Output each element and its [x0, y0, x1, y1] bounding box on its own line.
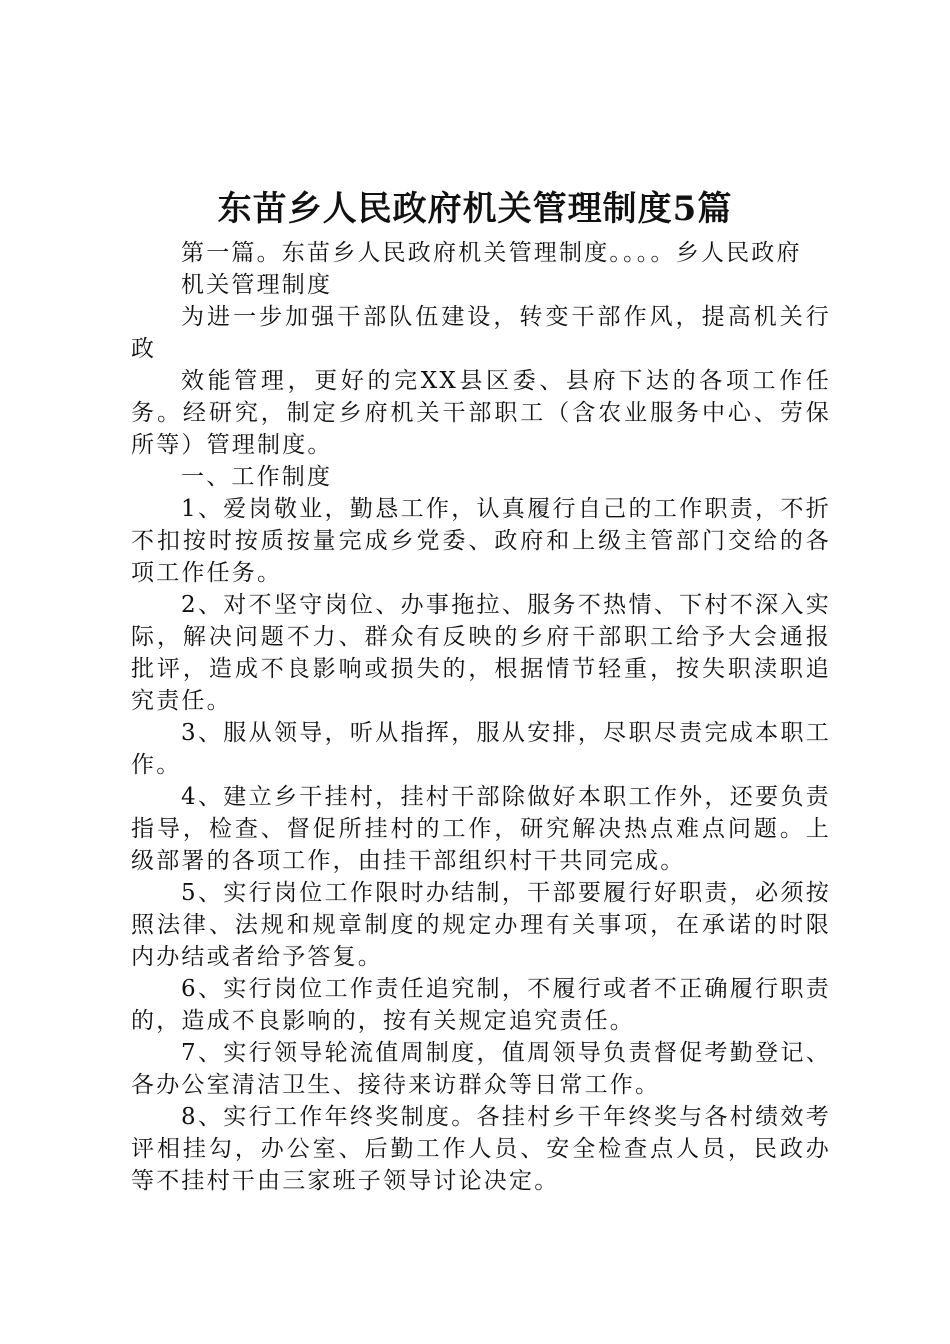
document-body	[131, 237, 831, 1197]
paragraph: 3、服从领导，听从指挥，服从安排，尽职尽责完成本职工作。	[131, 720, 831, 778]
section-heading: 一、工作制度	[181, 464, 333, 490]
paragraph: 效能管理，更好的完XX县区委、县府下达的各项工作任务。经研究，制定乡府机关干部职工（含农业服务中心、劳保所等）管理制度。	[131, 368, 831, 458]
paragraph: 8、实行工作年终奖制度。各挂村乡干年终奖与各村绩效考评相挂勾，办公室、后勤工作人员、安全检查点人员，民政办等不挂村干由三家班子领导讨论决定。	[131, 1104, 831, 1194]
paragraph: 为进一步加强干部队伍建设，转变干部作风，提高机关行政	[131, 304, 831, 362]
paragraph: 5、实行岗位工作限时办结制，干部要履行好职责，必须按照法律、法规和规章制度的规定办理有关事项，在承诺的时限内办结或者给予答复。	[131, 880, 831, 970]
paragraph: 6、实行岗位工作责任追究制，不履行或者不正确履行职责的，造成不良影响的，按有关规定追究责任。	[131, 976, 831, 1034]
document-title: 东苗乡人民政府机关管理制度5篇	[217, 189, 733, 229]
paragraph: 7、实行领导轮流值周制度，值周领导负责督促考勤登记、各办公室清洁卫生、接待来访群众等日常工作。	[131, 1040, 831, 1098]
paragraph: 第一篇。东苗乡人民政府机关管理制度。。。。乡人民政府	[181, 240, 802, 266]
paragraph: 1、爱岗敬业，勤恳工作，认真履行自己的工作职责，不折不扣按时按质按量完成乡党委、政府和上级主管部门交给的各项工作任务。	[131, 496, 831, 586]
paragraph: 机关管理制度	[181, 272, 333, 298]
paragraph: 4、建立乡干挂村，挂村干部除做好本职工作外，还要负责指导，检查、督促所挂村的工作，研究解决热点难点问题。上级部署的各项工作，由挂干部组织村干共同完成。	[131, 784, 831, 874]
paragraph: 2、对不坚守岗位、办事拖拉、服务不热情、下村不深入实际，解决问题不力、群众有反映的乡府干部职工给予大会通报批评，造成不良影响或损失的，根据情节轻重，按失职渎职追究责任。	[131, 592, 831, 714]
